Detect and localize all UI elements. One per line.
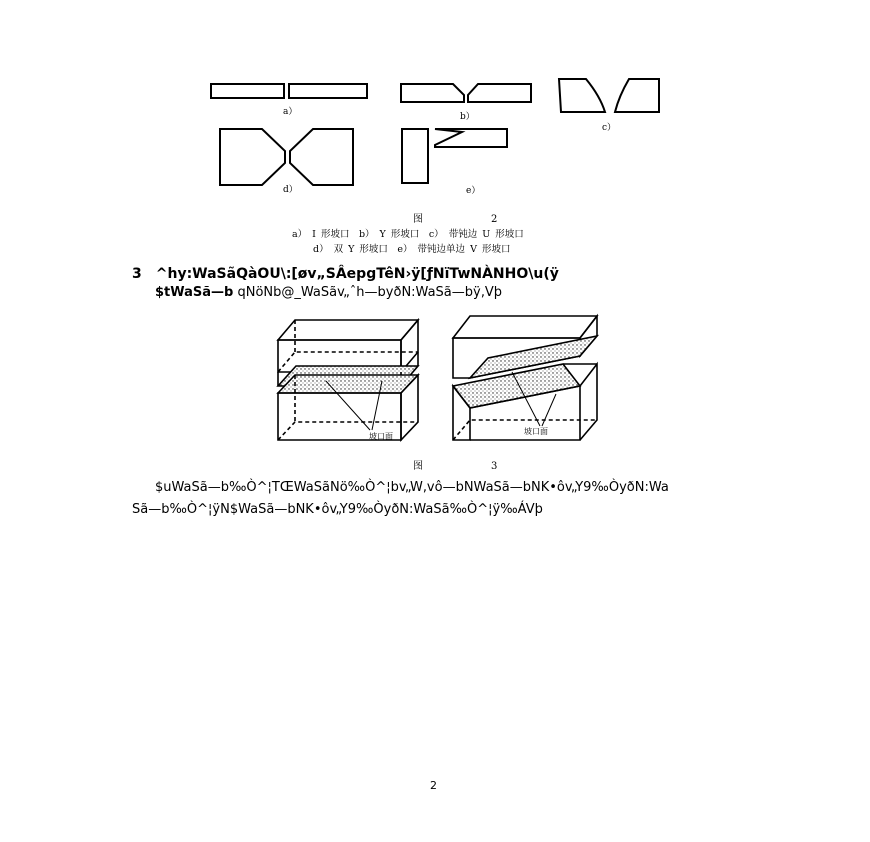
figure-2e-label: e） [466, 186, 481, 196]
figure-2d-label: d） [283, 185, 298, 195]
page-number: 2 [430, 779, 437, 792]
figure-3-left-lower-block [278, 375, 418, 440]
paragraph-line-2: Sã—b‰Ò^¦ÿN$WaSã—bNK•ôv„Y9‰ÒyðN:WaSã‰Ò^¦ÿ‰ÁVþ [132, 502, 543, 517]
figure-2b-label: b） [460, 112, 475, 122]
section-3-line-1-bold: $tWaSã—b [155, 285, 234, 300]
figure-3-title: 图 3 [413, 461, 514, 472]
figure-2-legend-line-1: a） I 形坡口 b） Y 形坡口 c） 带钝边 U 形坡口 [292, 229, 524, 240]
figure-2-legend-line-2: d） 双 Y 形坡口 e） 带钝边单边 V 形坡口 [313, 244, 511, 255]
figure-3-right-upper-block [453, 316, 597, 378]
paragraph-line-1: $uWaSã—b‰Ò^¦TŒWaSãNö‰Ò^¦bv„W‚vô—bNWaSã—bNK•ôv„Y9‰ÒyðN:Wa [155, 480, 669, 495]
section-3-heading: 3 ^hy:WaSãQàOU\:[øv„SÂepgTêN›ÿ[ƒNïTwNÀNHO\u(ÿ [132, 266, 559, 282]
figure-3-left-label: 坡口面 [369, 432, 393, 441]
figure-3-right-label: 坡口面 [524, 427, 548, 436]
figure-2a-label: a） [283, 107, 298, 117]
figure-2-title: 图 2 [413, 214, 514, 225]
figure-2c-label: c） [602, 123, 617, 133]
section-3-line-1-rest: qNöNb@_WaSãv„ˆh—byðN:WaSã—bÿ‚Vþ [233, 285, 502, 300]
